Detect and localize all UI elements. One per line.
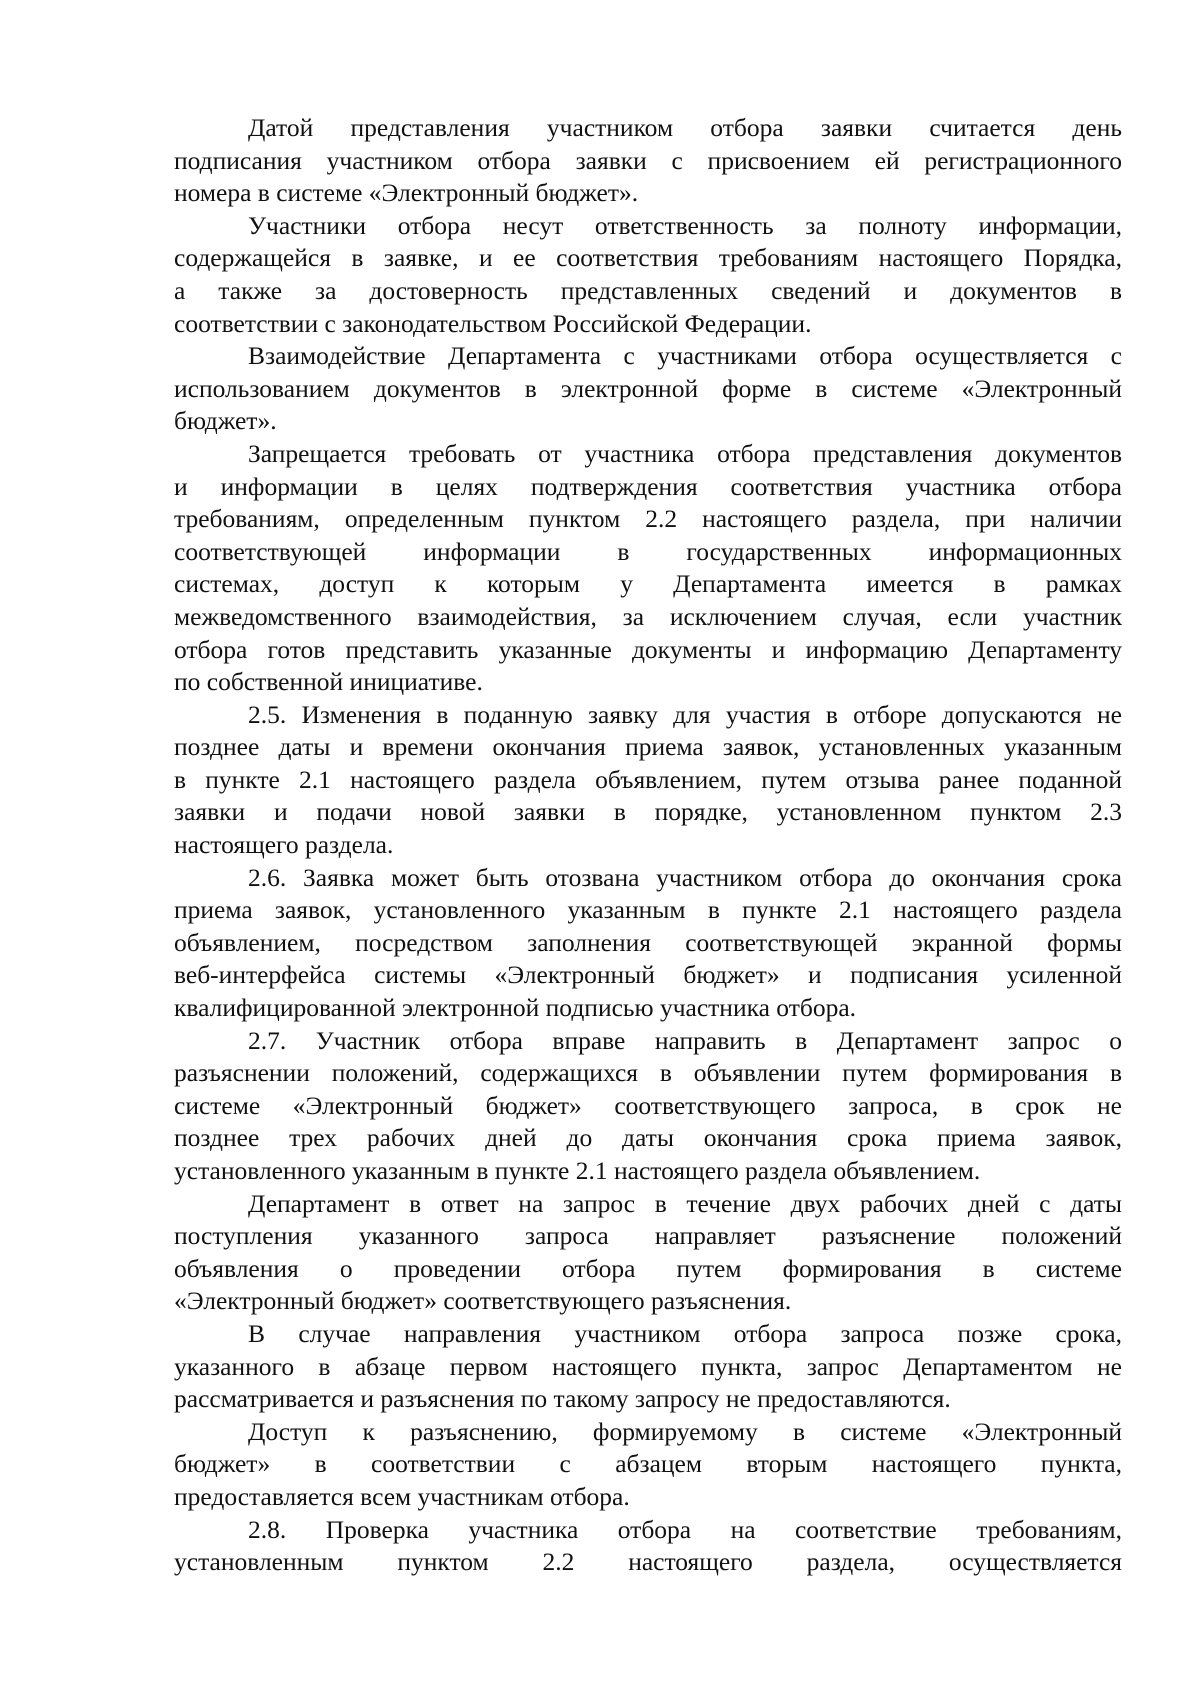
paragraph (174, 340, 1122, 438)
text-line: 2.7. Участник отбора вправе направить в Департамент запрос о (248, 1025, 1122, 1055)
text-line: соответствии с законодательством Российской Федерации. (174, 308, 812, 338)
text-line: объявлением, посредством заполнения соответствующей экранной формы (174, 927, 1122, 957)
paragraph (174, 862, 1122, 1025)
text-line: подписания участником отбора заявки с присвоением ей регистрационного (174, 145, 1122, 175)
text-line: указанного в абзаце первом настоящего пункта, запрос Департаментом не (174, 1351, 1122, 1381)
text-line: заявки и подачи новой заявки в порядке, установленном пунктом 2.3 (174, 797, 1122, 827)
text-line: установленного указанным в пункте 2.1 настоящего раздела объявлением. (174, 1156, 981, 1185)
text-line: отбора готов представить указанные документы и информацию Департаменту (174, 634, 1122, 664)
text-line: системах, доступ к которым у Департамента имеется в рамках (174, 569, 1122, 599)
text-line: бюджет» в соответствии с абзацем вторым настоящего пункта, (174, 1449, 1122, 1479)
text-line: объявления о проведении отбора путем формирования в системе (174, 1253, 1122, 1283)
paragraph (174, 1188, 1122, 1318)
text-line: приема заявок, установленного указанным в пункте 2.1 настоящего раздела (174, 895, 1122, 925)
text-line: позднее трех рабочих дней до даты окончания срока приема заявок, (174, 1123, 1122, 1153)
text-line: по собственной инициативе. (174, 667, 483, 697)
paragraph (174, 1318, 1122, 1416)
paragraph (174, 112, 1122, 210)
text-line: «Электронный бюджет» соответствующего разъяснения. (174, 1286, 792, 1316)
text-line: предоставляется всем участникам отбора. (174, 1481, 630, 1511)
paragraph (174, 1514, 1122, 1579)
text-line: В случае направления участником отбора запроса позже срока, (248, 1318, 1122, 1348)
text-line: Доступ к разъяснению, формируемому в системе «Электронный (248, 1416, 1122, 1446)
text-line: Запрещается требовать от участника отбора представления документов (248, 438, 1122, 468)
paragraph (174, 210, 1122, 340)
text-line: соответствующей информации в государственных информационных (174, 536, 1122, 566)
text-line: 2.5. Изменения в поданную заявку для участия в отборе допускаются не (248, 699, 1122, 729)
text-line: номера в системе «Электронный бюджет». (174, 178, 639, 208)
text-line: квалифицированной электронной подписью участника отбора. (174, 993, 857, 1023)
document-body (174, 112, 1122, 1579)
text-line: 2.6. Заявка может быть отозвана участником отбора до окончания срока (248, 862, 1122, 892)
text-line: разъяснении положений, содержащихся в объявлении путем формирования в (174, 1058, 1122, 1088)
text-line: и информации в целях подтверждения соответствия участника отбора (174, 471, 1122, 501)
paragraph (174, 699, 1122, 862)
text-line: Департамент в ответ на запрос в течение двух рабочих дней с даты (248, 1188, 1122, 1218)
text-line: использованием документов в электронной форме в системе «Электронный (174, 373, 1122, 403)
text-line: позднее даты и времени окончания приема заявок, установленных указанным (174, 732, 1122, 762)
text-line: рассматривается и разъяснения по такому запросу не предоставляются. (174, 1384, 951, 1414)
text-line: в пункте 2.1 настоящего раздела объявлением, путем отзыва ранее поданной (174, 764, 1122, 794)
text-line: содержащейся в заявке, и ее соответствия требованиям настоящего Порядка, (174, 243, 1122, 273)
text-line: Датой представления участником отбора заявки считается день (248, 113, 1122, 142)
text-line: 2.8. Проверка участника отбора на соответствие требованиям, (248, 1514, 1122, 1544)
text-line: бюджет». (174, 406, 277, 436)
text-line: установленным пунктом 2.2 настоящего раздела, осуществляется (174, 1547, 1122, 1577)
paragraph (174, 1025, 1122, 1188)
text-line: веб-интерфейса системы «Электронный бюджет» и подписания усиленной (174, 960, 1122, 990)
text-line: поступления указанного запроса направляет разъяснение положений (174, 1221, 1122, 1251)
text-line: настоящего раздела. (174, 830, 394, 860)
text-line: Участники отбора несут ответственность за полноту информации, (248, 210, 1122, 240)
text-line: системе «Электронный бюджет» соответствующего запроса, в срок не (174, 1090, 1122, 1120)
text-line: межведомственного взаимодействия, за исключением случая, если участник (174, 601, 1122, 631)
text-line: а также за достоверность представленных сведений и документов в (174, 275, 1122, 305)
text-line: Взаимодействие Департамента с участниками отбора осуществляется с (248, 341, 1122, 371)
paragraph (174, 1416, 1122, 1514)
text-line: требованиям, определенным пунктом 2.2 настоящего раздела, при наличии (174, 504, 1122, 534)
paragraph (174, 438, 1122, 699)
